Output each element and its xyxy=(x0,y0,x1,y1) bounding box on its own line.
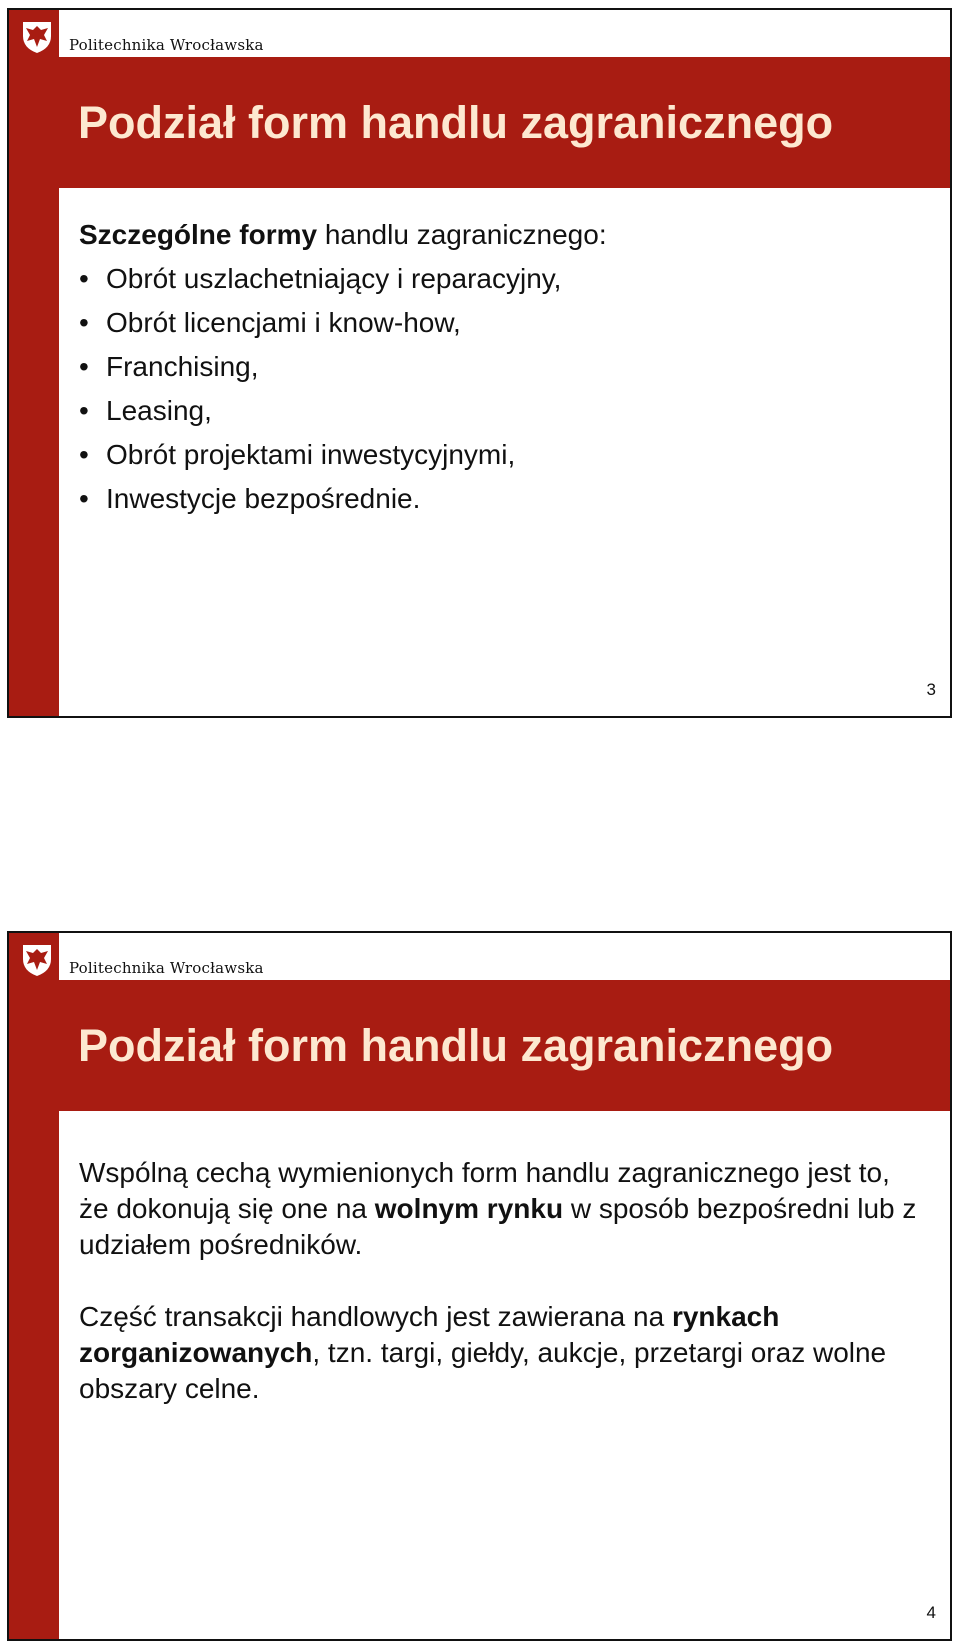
slide-content xyxy=(79,215,920,521)
slide-3 xyxy=(7,8,952,718)
paragraph-2 xyxy=(79,1299,920,1407)
left-accent-bar xyxy=(9,933,59,1639)
slide-content xyxy=(79,1155,920,1407)
list-item: • Leasing, xyxy=(79,389,920,433)
paragraph-text: Część transakcji handlowych jest zawierana na xyxy=(79,1301,672,1332)
page-number: 3 xyxy=(926,680,936,699)
slide-title: Podział form handlu zagranicznego xyxy=(78,97,834,148)
eagle-crest-icon xyxy=(15,14,59,58)
paragraph-bold: wolnym rynku xyxy=(374,1193,564,1224)
paragraph-bold: rynkach zorganizowanych xyxy=(79,1301,780,1368)
paragraph-text: w sposób bezpośredni lub z udziałem pośredników. xyxy=(79,1193,917,1260)
lead-rest: handlu zagranicznego: xyxy=(317,219,607,250)
left-accent-bar xyxy=(9,10,59,716)
bullet-list xyxy=(79,257,920,521)
list-item: • Obrót projektami inwestycyjnymi, xyxy=(79,433,920,477)
slide-4 xyxy=(7,931,952,1641)
lead-bold: Szczególne formy xyxy=(79,219,318,250)
slide-title: Podział form handlu zagranicznego xyxy=(78,1020,834,1071)
brand-name: Politechnika Wrocławska xyxy=(69,36,264,54)
eagle-crest-icon xyxy=(15,937,59,981)
page-number: 4 xyxy=(926,1603,936,1622)
paragraph-text: Wspólną cechą wymienionych form handlu zagranicznego jest to, że dokonują się one na xyxy=(79,1157,890,1224)
paragraph-1 xyxy=(79,1155,920,1263)
list-item: • Obrót uszlachetniający i reparacyjny, xyxy=(79,257,920,301)
paragraph-text: , tzn. targi, giełdy, aukcje, przetargi oraz wolne obszary celne. xyxy=(79,1337,887,1404)
list-item: • Franchising, xyxy=(79,345,920,389)
brand-name: Politechnika Wrocławska xyxy=(69,959,264,977)
lead-line xyxy=(79,215,920,255)
list-item: • Obrót licencjami i know-how, xyxy=(79,301,920,345)
list-item: • Inwestycje bezpośrednie. xyxy=(79,477,920,521)
